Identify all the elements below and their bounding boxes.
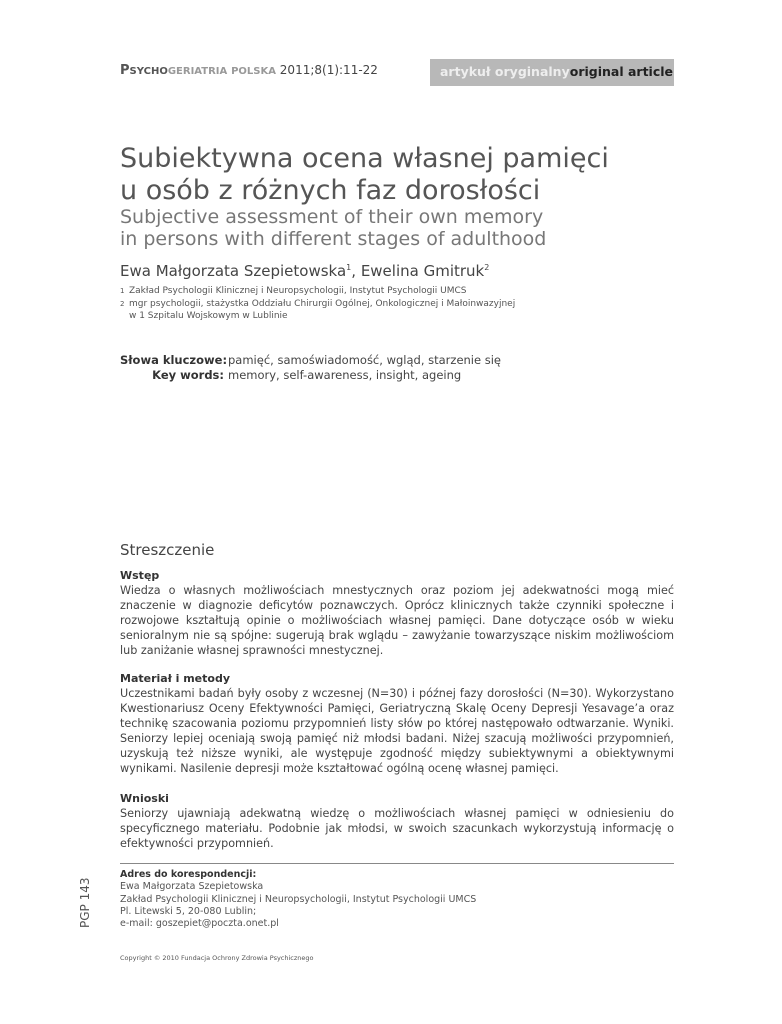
journal-name-polska: POLSKA (231, 66, 276, 77)
affiliation-num: 2 (120, 299, 125, 308)
abstract-section-conclusions (120, 791, 674, 851)
title-polish-line2: u osób z różnych faz dorosłości (120, 175, 541, 206)
affiliation-2-cont (120, 310, 560, 323)
title-english (120, 206, 680, 250)
correspondence-email[interactable]: e-mail: goszepiet@poczta.onet.pl (120, 918, 279, 930)
correspondence-line: Zakład Psychologii Klinicznej i Neuropsychologii, Instytut Psychologii UMCS (120, 893, 477, 905)
keywords (120, 353, 501, 383)
keywords-pl-value: pamięć, samoświadomość, wgląd, starzenie się (228, 353, 501, 367)
author-2-sup: 2 (484, 263, 490, 272)
abstract-section-methods (120, 671, 674, 776)
abstract-section-intro (120, 568, 674, 658)
affiliation-text: Zakład Psychologii Klinicznej i Neuropsychologii, Instytut Psychologii UMCS (129, 286, 467, 296)
page-number: PGP 143 (78, 877, 92, 928)
journal-name-psycho: PSYCHO (120, 63, 168, 78)
journal-name-geriatria: GERIATRIA (167, 66, 228, 77)
divider (120, 863, 674, 864)
correspondence-line: Ewa Małgorzata Szepietowska (120, 881, 264, 893)
affiliation-1 (120, 285, 560, 298)
article-type-badge (430, 59, 674, 86)
author-1: Ewa Małgorzata Szepietowska (120, 262, 347, 280)
title-english-line1: Subjective assessment of their own memory (120, 206, 544, 228)
section-heading: Wnioski (120, 792, 169, 805)
title-polish (120, 143, 680, 207)
affiliations (120, 285, 560, 323)
affiliation-text: mgr psychologii, stażystka Oddziału Chirurgii Ogólnej, Onkologicznej i Małoinwazyjnej (129, 298, 516, 309)
journal-citation (120, 63, 378, 78)
affiliation-2 (120, 298, 560, 311)
affiliation-num (120, 310, 129, 323)
keywords-pl-label: Słowa kluczowe: (120, 353, 228, 367)
title-polish-line1: Subiektywna ocena własnej pamięci (120, 143, 609, 174)
keywords-en-value: memory, self-awareness, insight, ageing (228, 368, 462, 382)
correspondence (120, 869, 476, 930)
author-separator: , (351, 262, 361, 280)
authors (120, 262, 489, 280)
keywords-pl (120, 353, 501, 368)
citation: 2011;8(1):11-22 (279, 63, 378, 77)
copyright: Copyright © 2010 Fundacja Ochrony Zdrowia Psychicznego (120, 954, 314, 962)
affiliation-text: w 1 Szpitalu Wojskowym w Lublinie (129, 311, 288, 321)
article-type-en: original article (569, 64, 674, 79)
section-text: Uczestnikami badań były osoby z wczesnej (N=30) i późnej fazy dorosłości (N=30). Wykorzystano Kwestionariusz Oceny Efektywności Pamięci, Geriatryczną Skalę Oceny Depresji Yesavage’a oraz technikę szacowania poziomu przypomnień listy słów po której następowało odtwarzanie. Wyniki. Seniorzy lepiej oceniają swoją pamięć niż młodsi badani. Niżej szacują możliwości przypomnień, uzyskują też niższe wyniki, ale występuje zgodność między subiektywnymi a obiektywnymi wynikami. Nasilenie depresji może kształtować ogólną ocenę własnej pamięci. (120, 687, 674, 775)
author-1-sup: 1 (346, 263, 352, 272)
keywords-en-label: Key words: (152, 368, 224, 382)
correspondence-line: Pl. Litewski 5, 20-080 Lublin; (120, 905, 257, 917)
keywords-en (120, 368, 501, 383)
article-type-pl: artykuł oryginalny (440, 64, 570, 79)
section-text: Wiedza o własnych możliwościach mnestycznych oraz poziom jej adekwatności mogą mieć znaczenie w diagnozie deficytów poznawczych. Oprócz klinicznych także czynniki społeczne i rozwojowe kształtują opinie o możliwościach własnej pamięci. Dane dotyczące osób w wieku senioralnym nie są spójne: sugerują brak wglądu – zawyżanie towarzyszące niskim możliwościom lub zaniżanie własnej sprawności mnestycznej. (120, 584, 674, 657)
author-2: Ewelina Gmitruk (360, 262, 485, 280)
title-english-line2: in persons with different stages of adulthood (120, 228, 547, 250)
affiliation-num: 1 (120, 287, 125, 295)
abstract-title: Streszczenie (120, 541, 215, 559)
correspondence-heading: Adres do korespondencji: (120, 869, 257, 880)
section-text: Seniorzy ujawniają adekwatną wiedzę o możliwościach własnej pamięci w odniesieniu do specyficznego materiału. Podobnie jak młodsi, w swoich szacunkach wykorzystują informację o efektywności przypomnień. (120, 807, 674, 850)
section-heading: Wstęp (120, 569, 160, 582)
section-heading: Materiał i metody (120, 672, 230, 685)
